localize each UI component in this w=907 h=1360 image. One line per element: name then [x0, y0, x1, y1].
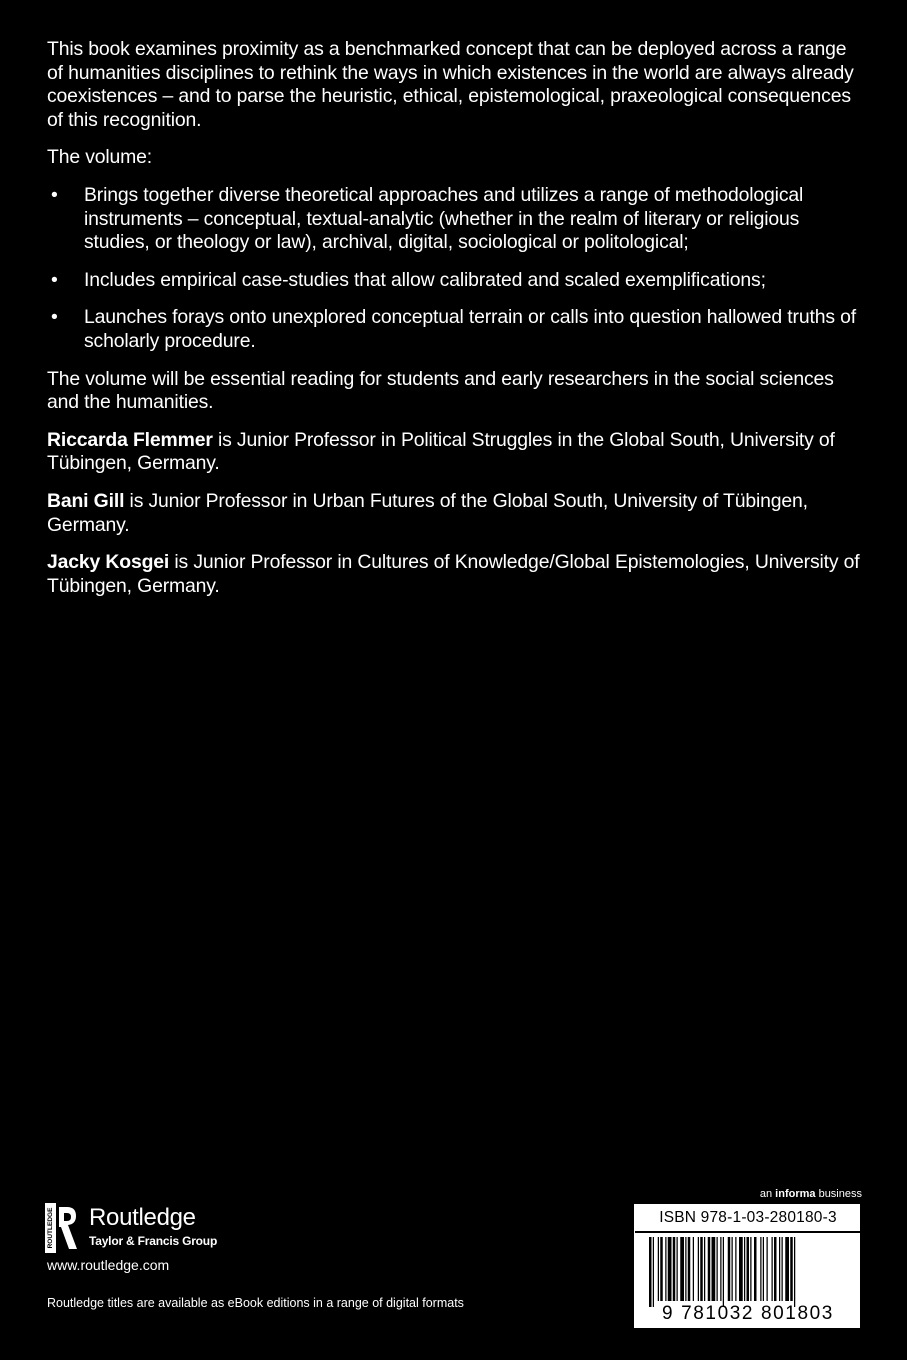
- feature-list: [47, 184, 862, 354]
- author-bio-text: is Junior Professor in Urban Futures of the Global South, University of Tübingen, Germany.: [47, 489, 808, 536]
- closing-paragraph: The volume will be essential reading for students and early researchers in the social sciences and the humanities.: [47, 367, 834, 414]
- intro-paragraph: This book examines proximity as a benchmarked concept that can be deployed across a range of humanities disciplines to rethink the ways in which existences in the world are always already coexistences – and to parse the heuristic, ethical, epistemological, praxeological consequences of this recognition.: [47, 38, 854, 131]
- publisher-group: Taylor & Francis Group: [89, 1234, 218, 1248]
- list-item: [47, 184, 862, 255]
- routledge-logo-icon: [45, 1203, 79, 1253]
- bullet-icon: •: [51, 183, 58, 206]
- informa-prefix: an: [759, 1188, 776, 1200]
- publisher-name: Routledge: [89, 1204, 196, 1231]
- author-name: Riccarda Flemmer: [47, 428, 213, 451]
- author-bio: [47, 429, 862, 476]
- volume-heading: The volume:: [47, 146, 153, 169]
- author-bio: [47, 551, 862, 598]
- isbn-barcode: [634, 1204, 860, 1328]
- informa-business: [760, 1188, 862, 1201]
- author-bio: [47, 490, 862, 537]
- barcode-icon: [649, 1237, 847, 1307]
- logo-vertical-text: ROUTLEDGE: [47, 1207, 55, 1249]
- ebook-note: Routledge titles are available as eBook editions in a range of digital formats: [47, 1296, 464, 1310]
- barcode-digits: 9 781032 801803: [662, 1303, 834, 1324]
- publisher-website[interactable]: www.routledge.com: [47, 1257, 170, 1273]
- publisher-logo: [45, 1203, 305, 1255]
- isbn-label: ISBN 978-1-03-280180-3: [659, 1209, 837, 1226]
- author-bio-text: is Junior Professor in Political Struggles in the Global South, University of Tübingen, Germany.: [47, 428, 835, 475]
- informa-brand: informa: [775, 1188, 816, 1200]
- list-item-text: Includes empirical case-studies that allow calibrated and scaled exemplifications;: [84, 268, 766, 291]
- list-item: [47, 306, 862, 353]
- bullet-icon: •: [51, 268, 58, 291]
- list-item: [47, 269, 862, 293]
- informa-suffix: business: [815, 1188, 862, 1200]
- list-item-text: Launches forays onto unexplored conceptual terrain or calls into question hallowed truths of scholarly procedure.: [84, 306, 857, 352]
- list-item-text: Brings together diverse theoretical approaches and utilizes a range of methodological instruments – conceptual, textual-analytic (whether in the realm of literary or religious studies, or theology or law), archival, digital, sociological or politological;: [84, 183, 804, 254]
- author-name: Jacky Kosgei: [47, 551, 170, 574]
- back-cover-text: [47, 38, 862, 612]
- isbn-divider: [635, 1231, 861, 1233]
- author-name: Bani Gill: [47, 489, 125, 512]
- author-bio-text: is Junior Professor in Cultures of Knowledge/Global Epistemologies, University of Tübingen, Germany.: [47, 551, 860, 597]
- bullet-icon: •: [51, 306, 58, 329]
